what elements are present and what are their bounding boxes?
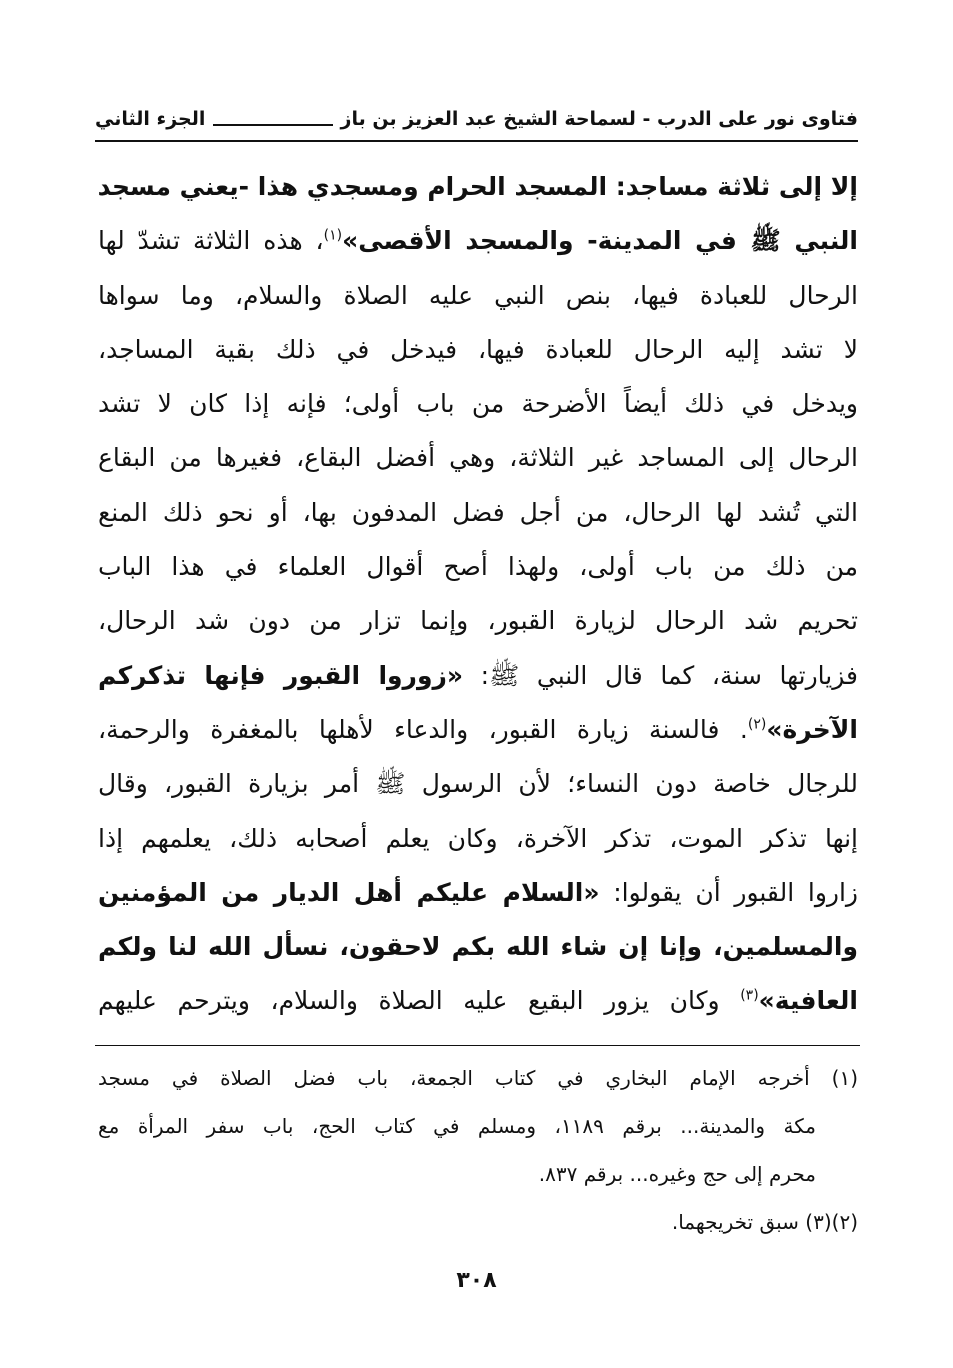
text-run: الرحال إلى المساجد غير الثلاثة، وهي أفضل البقاع، فغيرها من البقاع <box>98 443 858 473</box>
body-line <box>98 757 858 811</box>
hadith-quote: العافية» <box>758 986 858 1016</box>
footnotes <box>98 1054 858 1246</box>
running-header-title-wrap <box>205 108 858 130</box>
footnote-marker: (٣) <box>740 988 759 1005</box>
text-run: زاروا القبور أن يقولوا: <box>599 877 858 907</box>
text-run: من ذلك من باب أولى، ولهذا أصح أقوال العلماء في هذا الباب <box>98 552 858 582</box>
body-line <box>98 160 858 214</box>
hadith-quote: والمسلمين، وإنا إن شاء الله بكم لاحقون، نسأل الله لنا ولكم <box>98 932 858 962</box>
running-header <box>95 102 858 136</box>
body-line <box>98 703 858 757</box>
body-line <box>98 323 858 377</box>
body-line <box>98 866 858 920</box>
footnote-marker: (٢) <box>747 716 767 733</box>
text-run: . فالسنة زيارة القبور، والدعاء لأهلها بالمغفرة والرحمة، <box>98 714 748 744</box>
header-underline <box>95 140 858 142</box>
footnote-line: (١) أخرجه الإمام البخاري في كتاب الجمعة، باب فضل الصلاة في مسجد <box>98 1066 858 1090</box>
body-line <box>98 812 858 866</box>
text-run: لا تشد إليه الرحال للعبادة فيها، فيدخل في ذلك بقية المساجد، <box>98 334 858 364</box>
body-line <box>98 594 858 648</box>
hadith-quote: «زوروا القبور فإنها تذكركم <box>98 660 464 690</box>
body-line <box>98 540 858 594</box>
text-run: التي تُشد لها الرحال، من أجل فضل المدفون بها، أو نحو ذلك المنع <box>98 497 858 527</box>
text-run: للرجال خاصة دون النساء؛ لأن الرسول ﷺ أمر بزيارة القبور، وقال <box>98 769 858 799</box>
volume-label: الجزء الثاني <box>95 108 206 130</box>
body-line <box>98 920 858 974</box>
footnote-line: (٢)(٣) سبق تخريجهما. <box>671 1210 858 1234</box>
text-run: وكان يزور البقيع عليه الصلاة والسلام، ويترحم عليهم <box>98 986 741 1016</box>
footnote-line: مكة والمدينة... برقم ١١٨٩، ومسلم في كتاب الحج، باب سفر المرأة مع <box>98 1114 816 1138</box>
body-text <box>98 160 858 1029</box>
hadith-quote: الآخرة» <box>766 714 858 744</box>
text-run: ، هذه الثلاثة تشدّ لها <box>98 226 324 256</box>
book-title: فتاوى نور على الدرب - لسماحة الشيخ عبد العزيز بن باز <box>340 108 858 130</box>
footnote-separator <box>95 1045 860 1046</box>
body-line <box>98 377 858 431</box>
hadith-quote: «السلام عليكم أهل الديار من المؤمنين <box>98 877 600 907</box>
footnote-line: محرم إلى حج وغيره... برقم ٨٣٧. <box>538 1162 816 1186</box>
text-run: الرحال للعبادة فيها، بنص النبي عليه الصلاة والسلام، وما سواها <box>98 280 858 310</box>
body-line <box>98 269 858 323</box>
text-run: ويدخل في ذلك أيضاً الأضرحة من باب أولى؛ فإنه إذا كان لا تشد <box>98 389 858 419</box>
body-line <box>98 649 858 703</box>
body-line <box>98 431 858 485</box>
body-line <box>98 974 858 1028</box>
header-dash-rule <box>213 112 332 126</box>
text-run: إنها تذكر الموت، تذكر الآخرة، وكان يعلم أصحابه ذلك، يعلمهم إذا <box>98 823 858 853</box>
hadith-quote: إلا إلى ثلاثة مساجد: المسجد الحرام ومسجدي هذا -يعني مسجد <box>98 172 858 201</box>
body-line <box>98 486 858 540</box>
page-number: ٣٠٨ <box>456 1268 497 1293</box>
body-line <box>98 214 858 268</box>
text-run: فزيارتها سنة، كما قال النبي ﷺ: <box>463 660 858 690</box>
hadith-quote: النبي ﷺ في المدينة- والمسجد الأقصى» <box>342 226 858 256</box>
text-run: تحريم شد الرحال لزيارة القبور، وإنما تزار من دون شد الرحال، <box>98 606 858 636</box>
footnote-marker: (١) <box>323 227 343 244</box>
